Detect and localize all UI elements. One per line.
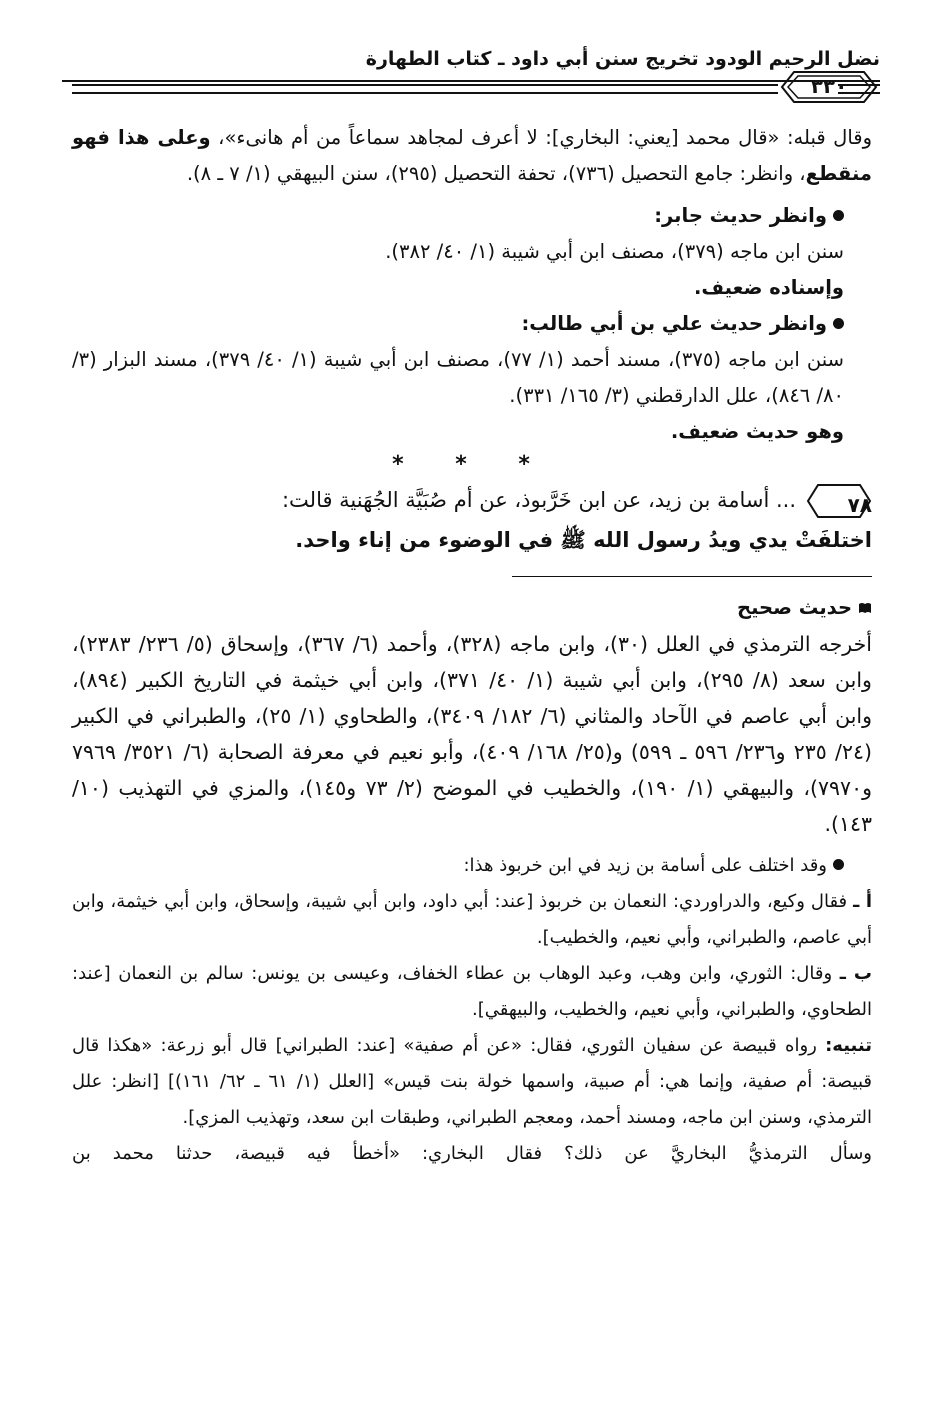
page-number: ٣٣٠ (810, 74, 848, 98)
running-header-title: نضل الرحيم الودود تخريج سنن أبي داود ـ كتاب الطهارة (365, 48, 880, 70)
text-run: وقال قبله: «قال محمد [يعني: البخاري]: لا أعرف لمجاهد سماعاً من أم هانىء»، (210, 126, 872, 149)
header-double-rule-left (72, 84, 778, 94)
list-label: أ ـ (853, 891, 873, 912)
header-rule (62, 80, 880, 82)
paragraph-last-line: وسأل الترمذيُّ البخاريَّ عن ذلك؟ فقال البخاري: «أخطأ فيه قبيصة، حدثنا محمد بن (72, 1143, 872, 1164)
heading-ali (72, 306, 872, 342)
paragraph-jabir-sources: سنن ابن ماجه (٣٧٩)، مصنف ابن أبي شيبة (١/ ٤٠/ ٣٨٢). (385, 240, 844, 263)
list-label: ب ـ (839, 963, 872, 984)
text-run: وقال: الثوري، وابن وهب، وعبد الوهاب بن عطاء الخفاف، وعيسى بن يونس: سالم بن النعمان [عند: الطحاوي، والطبراني، وأبي نعيم، والخطيب، والبيهقي]. (72, 963, 872, 1020)
paragraph-alif (72, 884, 872, 956)
grade-heading-text: حديث صحيح (737, 596, 852, 619)
heading-text: وانظر حديث علي بن أبي طالب: (521, 312, 827, 335)
section-separator-stars: * * * (392, 452, 552, 477)
paragraph-bukhari-quote (72, 120, 872, 192)
paragraph-tanbih (72, 1028, 872, 1136)
ali-grade: وهو حديث ضعيف. (670, 420, 844, 443)
book-icon (858, 590, 872, 602)
paragraph-takhrij-sources: أخرجه الترمذي في العلل (٣٠)، وابن ماجه (٣٢٨)، وأحمد (٦/ ٣٦٧)، وإسحاق (٥/ ٢٣٦/ ٢٣٨٣)، وابن سعد (٨/ ٢٩٥)، وابن أبي شيبة (١/ ٤٠/ ٣٧١)، وابن أبي خيثمة في التاريخ الكبير (٨٩٤)، وابن أبي عاصم في الآحاد والمثاني (٦/ ١٨٢/ ٣٤٠٩)، والطحاوي (١/ ٢٥)، والطبراني في الكبير (٢٤/ ٢٣٥ و٢٣٦/ ٥٩٦ ـ ٥٩٩) و(٢٥/ ١٦٨/ ٤٠٩)، وأبو نعيم في معرفة الصحابة (٦/ ٣٥٢١/ ٧٩٦٩ و٧٩٧٠)، والبيهقي (١/ ١٩٠)، والخطيب في الموضح (٢/ ٧٣ و١٤٥)، والمزي في التهذيب (١٠/ ١٤٣). (72, 632, 872, 836)
bullet-icon (833, 318, 844, 329)
footnote-separator (72, 560, 872, 590)
paragraph-ba (72, 956, 872, 1028)
paragraph-ali-sources: سنن ابن ماجه (٣٧٥)، مسند أحمد (١/ ٧٧)، مصنف ابن أبي شيبة (١/ ٤٠/ ٣٧٩)، مسند البزار (٣/ ٨٠/ ٨٤٦)، علل الدارقطني (٣/ ١٦٥/ ٣٣١). (72, 348, 844, 407)
page-number-frame (780, 70, 878, 104)
grade-heading (72, 590, 872, 626)
page-body (72, 120, 872, 1172)
running-header (62, 44, 880, 84)
jabir-grade: وإسناده ضعيف. (693, 276, 844, 299)
heading-text: وانظر حديث جابر: (654, 204, 827, 227)
hadith-number: ٧٨ (847, 493, 872, 517)
hadith-isnad: ... أسامة بن زيد، عن ابن خَرَّبوذ، عن أم صُبَيَّة الجُهَنية قالت: (281, 488, 796, 512)
bullet-icon (833, 210, 844, 221)
separator-rule (512, 576, 872, 577)
bullet-icon (833, 859, 844, 870)
hadith-number-frame (806, 483, 872, 519)
text-run: رواه قبيصة عن سفيان الثوري، فقال: «عن أم صفية» [عند: الطبراني] قال أبو زرعة: «هكذا قال قبيصة: أم صفية، وإنما هي: أم صبية، واسمها خولة بنت قيس» [العلل (١/ ٦١ ـ ٦٢/ ١٦١)] [انظر: علل الترمذي، وسنن ابن ماجه، ومسند أحمد، ومعجم الطبراني، وطبقات ابن سعد، وتهذيب المزي]. (72, 1035, 872, 1128)
hadith-text (72, 480, 872, 520)
hadith-matn: اختلفَتْ يدي ويدُ رسول الله ﷺ في الوضوء من إناء واحد. (295, 528, 872, 552)
ikhtilaf-heading (72, 848, 872, 884)
bold-text-run: وعلى هذا فهو منقطع (72, 126, 872, 185)
text-run: فقال وكيع، والدراوردي: النعمان بن خربوذ [عند: أبي داود، وابن أبي شيبة، وإسحاق، وابن أبي خيثمة، وابن أبي عاصم، والطبراني، وأبي نعيم، والخطيب]. (72, 891, 872, 948)
text-run: ، وانظر: جامع التحصيل (٧٣٦)، تحفة التحصيل (٢٩٥)، سنن البيهقي (١/ ٧ ـ ٨). (186, 162, 806, 185)
heading-text: وقد اختلف على أسامة بن زيد في ابن خربوذ هذا: (463, 855, 827, 876)
tanbih-label: تنبيه: (825, 1035, 872, 1056)
heading-jabir (72, 198, 872, 234)
